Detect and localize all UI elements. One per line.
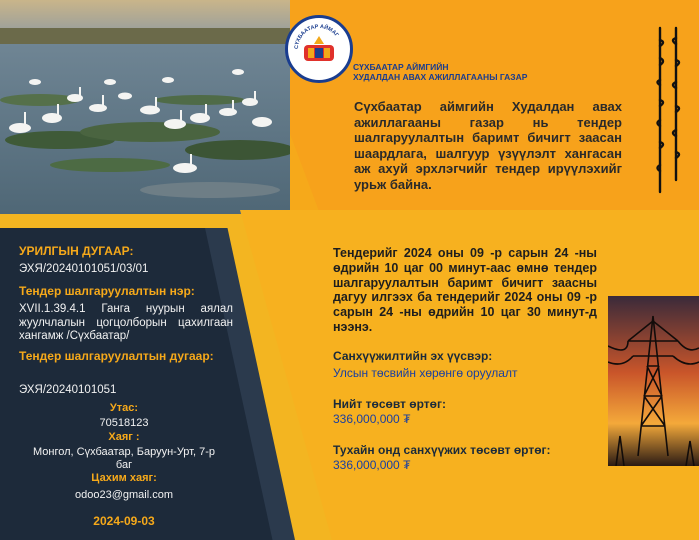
tender-name-value: XVII.1.39.4.1 Ганга нуурын аялал жуулчлалын цогцолборын цахилгаан хангамж /Сүхбаатар/ (19, 303, 233, 342)
logo-text: СҮХБААТАР АЙМАГ (293, 23, 340, 50)
organization-name-line1: СҮХБААТАР АЙМГИЙН (353, 62, 449, 72)
invitation-number-value: ЭХЯ/20240101051/03/01 (19, 263, 149, 275)
organization-name (353, 62, 553, 82)
email-label: Цахим хаяг: (91, 472, 157, 484)
funding-source-value: Улсын төсвийн хөрөнгө оруулалт (333, 366, 518, 380)
aimag-logo (285, 15, 353, 83)
mongolian-script-vertical (652, 20, 686, 200)
swan-lake-photo (0, 0, 290, 214)
year-budget-value: 336,000,000 ₮ (333, 458, 411, 472)
tender-number-label: Тендер шалгаруулалтын дугаар: (19, 349, 214, 363)
tender-name-label: Тендер шалгаруулалтын нэр: (19, 284, 195, 298)
invitation-number-label: УРИЛГЫН ДУГААР: (19, 244, 134, 258)
funding-source-label: Санхүүжилтийн эх үүсвэр: (333, 349, 493, 363)
organization-name-line2: ХУДАЛДАН АВАХ АЖИЛЛАГААНЫ ГАЗАР (353, 72, 528, 82)
phone-label: Утас: (109, 402, 139, 414)
submission-deadline-text: Тендерийг 2024 оны 09 -р сарын 24 -ны өдрийн 10 цаг 00 минут-аас өмнө тендер шалгаруулалтын баримт бичигт заасны дагуу илгээх ба тендерийг 2024 оны 09 -р сарын 24 -ны өдрийн 10 цаг 30 минут-д нээнэ. (333, 246, 597, 334)
total-budget-value: 336,000,000 ₮ (333, 412, 411, 426)
address-label: Хаяг : (108, 431, 140, 443)
address-value: Монгол, Сүхбаатар, Баруун-Урт, 7-р баг (32, 446, 216, 471)
email-value: odoo23@gmail.com (75, 489, 173, 501)
year-budget-label: Тухайн онд санхүүжих төсөвт өртөг: (333, 443, 551, 457)
phone-value: 70518123 (99, 417, 149, 429)
publication-date: 2024-09-03 (93, 514, 155, 528)
intro-paragraph: Сүхбаатар аймгийн Худалдан авах ажиллагааны газар нь тендер шалгаруулалтын баримт бичигт заасан шаардлага, шалгуур үзүүлэлт хангасан аж ахуй эрхлэгчийг тендер ирүүлэхийг урьж байна. (354, 99, 622, 192)
total-budget-label: Нийт төсөвт өртөг: (333, 397, 446, 411)
power-tower-photo (608, 296, 699, 466)
tender-number-value: ЭХЯ/20240101051 (19, 384, 117, 396)
